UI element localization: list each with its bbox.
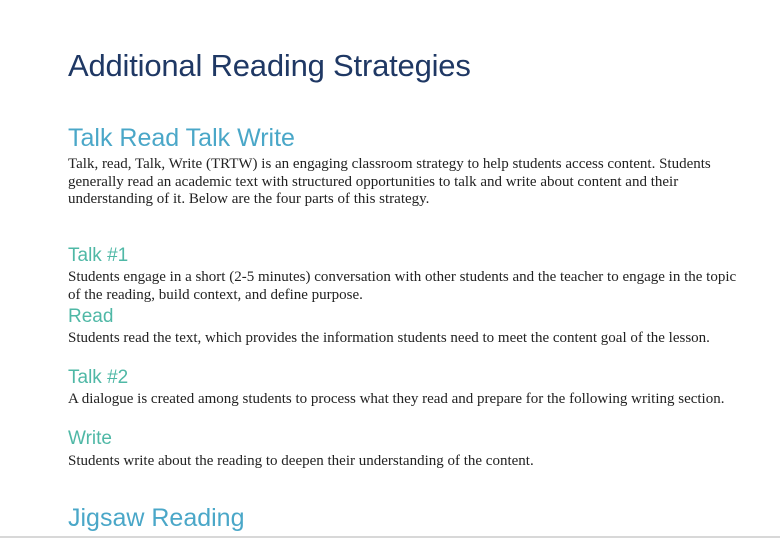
section-intro-trtw: Talk, read, Talk, Write (TRTW) is an engaging classroom strategy to help students access content. Students generally read an academic text with structured opportunities to talk and write about content and their understanding of it. Below are the four parts of this strategy. [68,156,711,207]
section-heading-trtw: Talk Read Talk Write [68,124,295,152]
subheading-write: Write [68,428,112,449]
subheading-read: Read [68,306,114,327]
paragraph-read: Students read the text, which provides the information students need to meet the content goal of the lesson. [68,330,710,346]
paragraph-talk-2: A dialogue is created among students to process what they read and prepare for the following writing section. [68,391,725,407]
subheading-talk-1: Talk #1 [68,245,129,266]
section-heading-jigsaw: Jigsaw Reading [68,504,245,532]
subheading-talk-2: Talk #2 [68,367,129,388]
page-title: Additional Reading Strategies [68,48,471,83]
paragraph-talk-1: Students engage in a short (2-5 minutes) conversation with other students and the teacher to engage in the topic of the reading, build context, and define purpose. [68,269,737,303]
paragraph-write: Students write about the reading to deepen their understanding of the content. [68,453,534,469]
